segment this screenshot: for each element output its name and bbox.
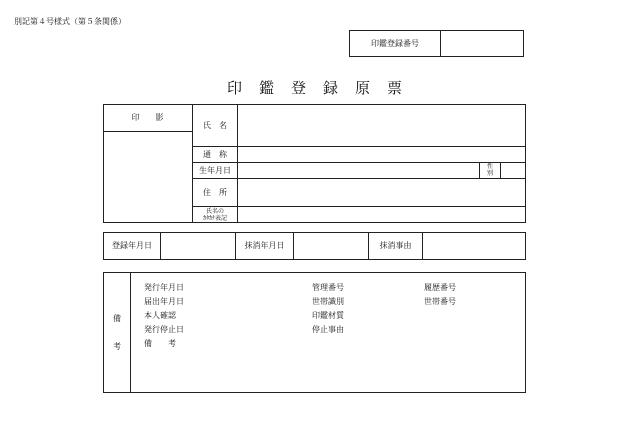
remarks-identity-check: 本人確認 <box>144 311 176 320</box>
remarks-household-number: 世帯番号 <box>424 297 456 306</box>
sex-label-line2: 別 <box>486 170 493 177</box>
sex-label-line1: 性 <box>486 163 493 170</box>
dob-label: 生年月日 <box>199 165 231 175</box>
remarks-box <box>103 272 526 393</box>
remarks-side-label-1: 備 <box>113 313 121 323</box>
form-note: 別記第４号様式（第５条関係） <box>14 17 126 26</box>
name-input[interactable] <box>240 108 522 143</box>
remarks-suspend-date: 発行停止日 <box>144 325 184 334</box>
sex-input[interactable] <box>502 164 522 177</box>
kana-label-line2: ｶﾀｶﾅ表記 <box>202 214 227 222</box>
reg-number-input[interactable] <box>442 33 521 54</box>
remarks-seal-material: 印鑑材質 <box>312 311 344 320</box>
alias-label: 通 称 <box>203 149 227 159</box>
remarks-household-id: 世帯識別 <box>312 297 344 306</box>
remarks-side-label-2: 考 <box>113 341 121 351</box>
cancel-date-input[interactable] <box>295 235 365 257</box>
main-info-box <box>103 104 526 223</box>
seal-impression-label: 印 影 <box>131 113 164 122</box>
kana-input[interactable] <box>240 208 522 221</box>
remarks-history-number: 履歴番号 <box>424 283 456 292</box>
dates-box <box>103 232 526 260</box>
alias-input[interactable] <box>240 148 522 161</box>
cancel-reason-input[interactable] <box>424 235 522 257</box>
remarks-notify-date: 届出年月日 <box>144 297 184 306</box>
address-label: 住 所 <box>203 187 227 197</box>
kana-label-line1: 氏名の <box>205 207 224 215</box>
remarks-notes: 備 考 <box>144 339 176 348</box>
seal-impression-area[interactable] <box>106 134 189 220</box>
registration-date-input[interactable] <box>162 235 232 257</box>
remarks-suspend-reason: 停止事由 <box>312 325 344 334</box>
remarks-management-number: 管理番号 <box>312 283 344 292</box>
name-label: 氏 名 <box>203 120 227 130</box>
address-input[interactable] <box>240 181 522 204</box>
remarks-side-label <box>104 273 130 392</box>
kana-label <box>193 207 237 222</box>
form-title: 印 鑑 登 録 原 票 <box>226 78 403 97</box>
reg-number-label: 印鑑登録番号 <box>371 38 419 48</box>
registration-date-label: 登録年月日 <box>112 241 152 250</box>
dob-input[interactable] <box>240 164 476 177</box>
sex-label <box>480 162 500 178</box>
cancel-reason-label: 抹消事由 <box>379 241 412 250</box>
cancel-date-label: 抹消年月日 <box>244 241 285 250</box>
reg-number-box <box>349 30 524 57</box>
remarks-issue-date: 発行年月日 <box>144 283 184 292</box>
